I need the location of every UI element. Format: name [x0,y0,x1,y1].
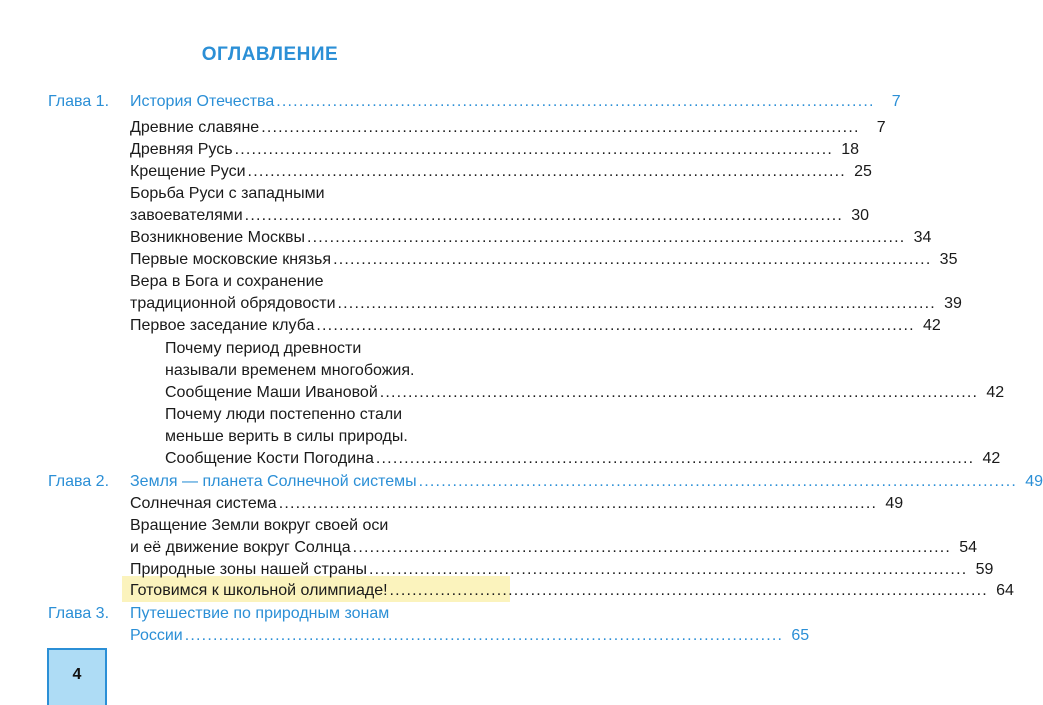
toc-entry[interactable] [130,117,886,139]
toc-entry[interactable] [130,315,941,337]
entry-title-line: Вращение Земли вокруг своей оси [130,517,389,534]
entry-title: Возникновение Москвы [130,229,305,246]
entry-title: Первые московские князья [130,251,332,268]
entry-page: 64 [996,582,1014,599]
toc-entry-highlighted[interactable] [130,580,1014,602]
toc-entry[interactable] [165,382,1005,404]
toc-entry[interactable] [130,493,904,515]
toc-entry[interactable] [130,559,994,581]
entry-page: 59 [975,561,994,578]
entry-page: 30 [851,207,870,224]
toc-entry[interactable] [130,537,978,559]
entry-title: традиционной обрядовости [130,295,336,312]
chapter-1-title: История Отечества [130,93,275,110]
toc-entry[interactable] [165,448,1001,470]
chapter-3-row[interactable] [130,625,810,647]
dot-leader: .......................................................................................................... [316,317,915,334]
entry-page: 18 [841,141,859,158]
dot-leader: .......................................................................................................... [389,582,988,599]
dot-leader: .......................................................................................................... [184,627,784,644]
entry-page: 42 [982,450,1001,467]
entry-title: Первое заседание клуба [130,317,315,334]
entry-title-line: Почему период древности [165,340,362,357]
toc-entry[interactable] [130,249,958,271]
entry-title: Крещение Руси [130,163,246,180]
entry-title: Древняя Русь [130,141,233,158]
dot-leader: .......................................................................................................... [333,251,932,268]
dot-leader: .......................................................................................................... [247,163,846,180]
chapter-2-page: 49 [1025,473,1043,490]
toc-entry[interactable] [130,293,962,315]
chapter-1-page: 7 [891,93,901,110]
chapter-2-row[interactable] [130,471,1043,493]
entry-title: Древние славяне [130,119,260,136]
toc-title: ОГЛАВЛЕНИЕ [201,44,339,65]
chapter-1-label: Глава 1. [48,93,110,110]
toc-entry[interactable] [130,227,932,249]
dot-leader: .......................................................................................................... [278,495,878,512]
entry-page: 25 [854,163,872,180]
entry-title: завоевателями [130,207,243,224]
entry-title-line: меньше верить в силы природы. [165,428,408,445]
entry-page: 7 [876,119,886,136]
dot-leader: .......................................................................................................... [352,539,952,556]
dot-leader: .......................................................................................................... [244,207,844,224]
entry-page: 42 [923,317,941,334]
page-number: 4 [72,666,82,683]
entry-title: Сообщение Кости Погодина [165,450,374,467]
chapter-2-label: Глава 2. [48,473,110,490]
entry-title: Природные зоны нашей страны [130,561,367,578]
dot-leader: .......................................................................................................... [234,141,833,158]
chapter-1-row[interactable] [130,91,901,113]
dot-leader: .......................................................................................................... [261,119,860,136]
chapter-3-title: России [130,627,183,644]
dot-leader: .......................................................................................................... [379,384,979,401]
entry-title-line: Борьба Руси с западными [130,185,325,202]
entry-title-line: Вера в Бога и сохранение [130,273,324,290]
dot-leader: .......................................................................................................... [306,229,906,246]
chapter-3-label: Глава 3. [48,605,110,622]
entry-title-line: Почему люди постепенно стали [165,406,403,423]
toc-entry[interactable] [130,205,870,227]
page-number-box [47,648,107,705]
chapter-3-page: 65 [791,627,810,644]
entry-page: 42 [986,384,1005,401]
entry-title: Сообщение Маши Ивановой [165,384,378,401]
dot-leader: .......................................................................................................... [276,93,875,110]
entry-page: 54 [959,539,978,556]
chapter-2-title: Земля — планета Солнечной системы [130,473,417,490]
dot-leader: .......................................................................................................... [368,561,968,578]
dot-leader: .......................................................................................................... [375,450,975,467]
toc-entry[interactable] [130,139,859,161]
dot-leader: .......................................................................................................... [418,473,1018,490]
entry-page: 34 [913,229,932,246]
entry-title: Готовимся к школьной олимпиаде! [130,582,388,599]
dot-leader: .......................................................................................................... [337,295,936,312]
entry-title: Солнечная система [130,495,277,512]
chapter-3-title-line: Путешествие по природным зонам [130,605,390,622]
entry-title: и её движение вокруг Солнца [130,539,351,556]
entry-title-line: называли временем многобожия. [165,362,415,379]
toc-entry[interactable] [130,161,872,183]
entry-page: 35 [939,251,958,268]
entry-page: 39 [944,295,962,312]
entry-page: 49 [885,495,904,512]
